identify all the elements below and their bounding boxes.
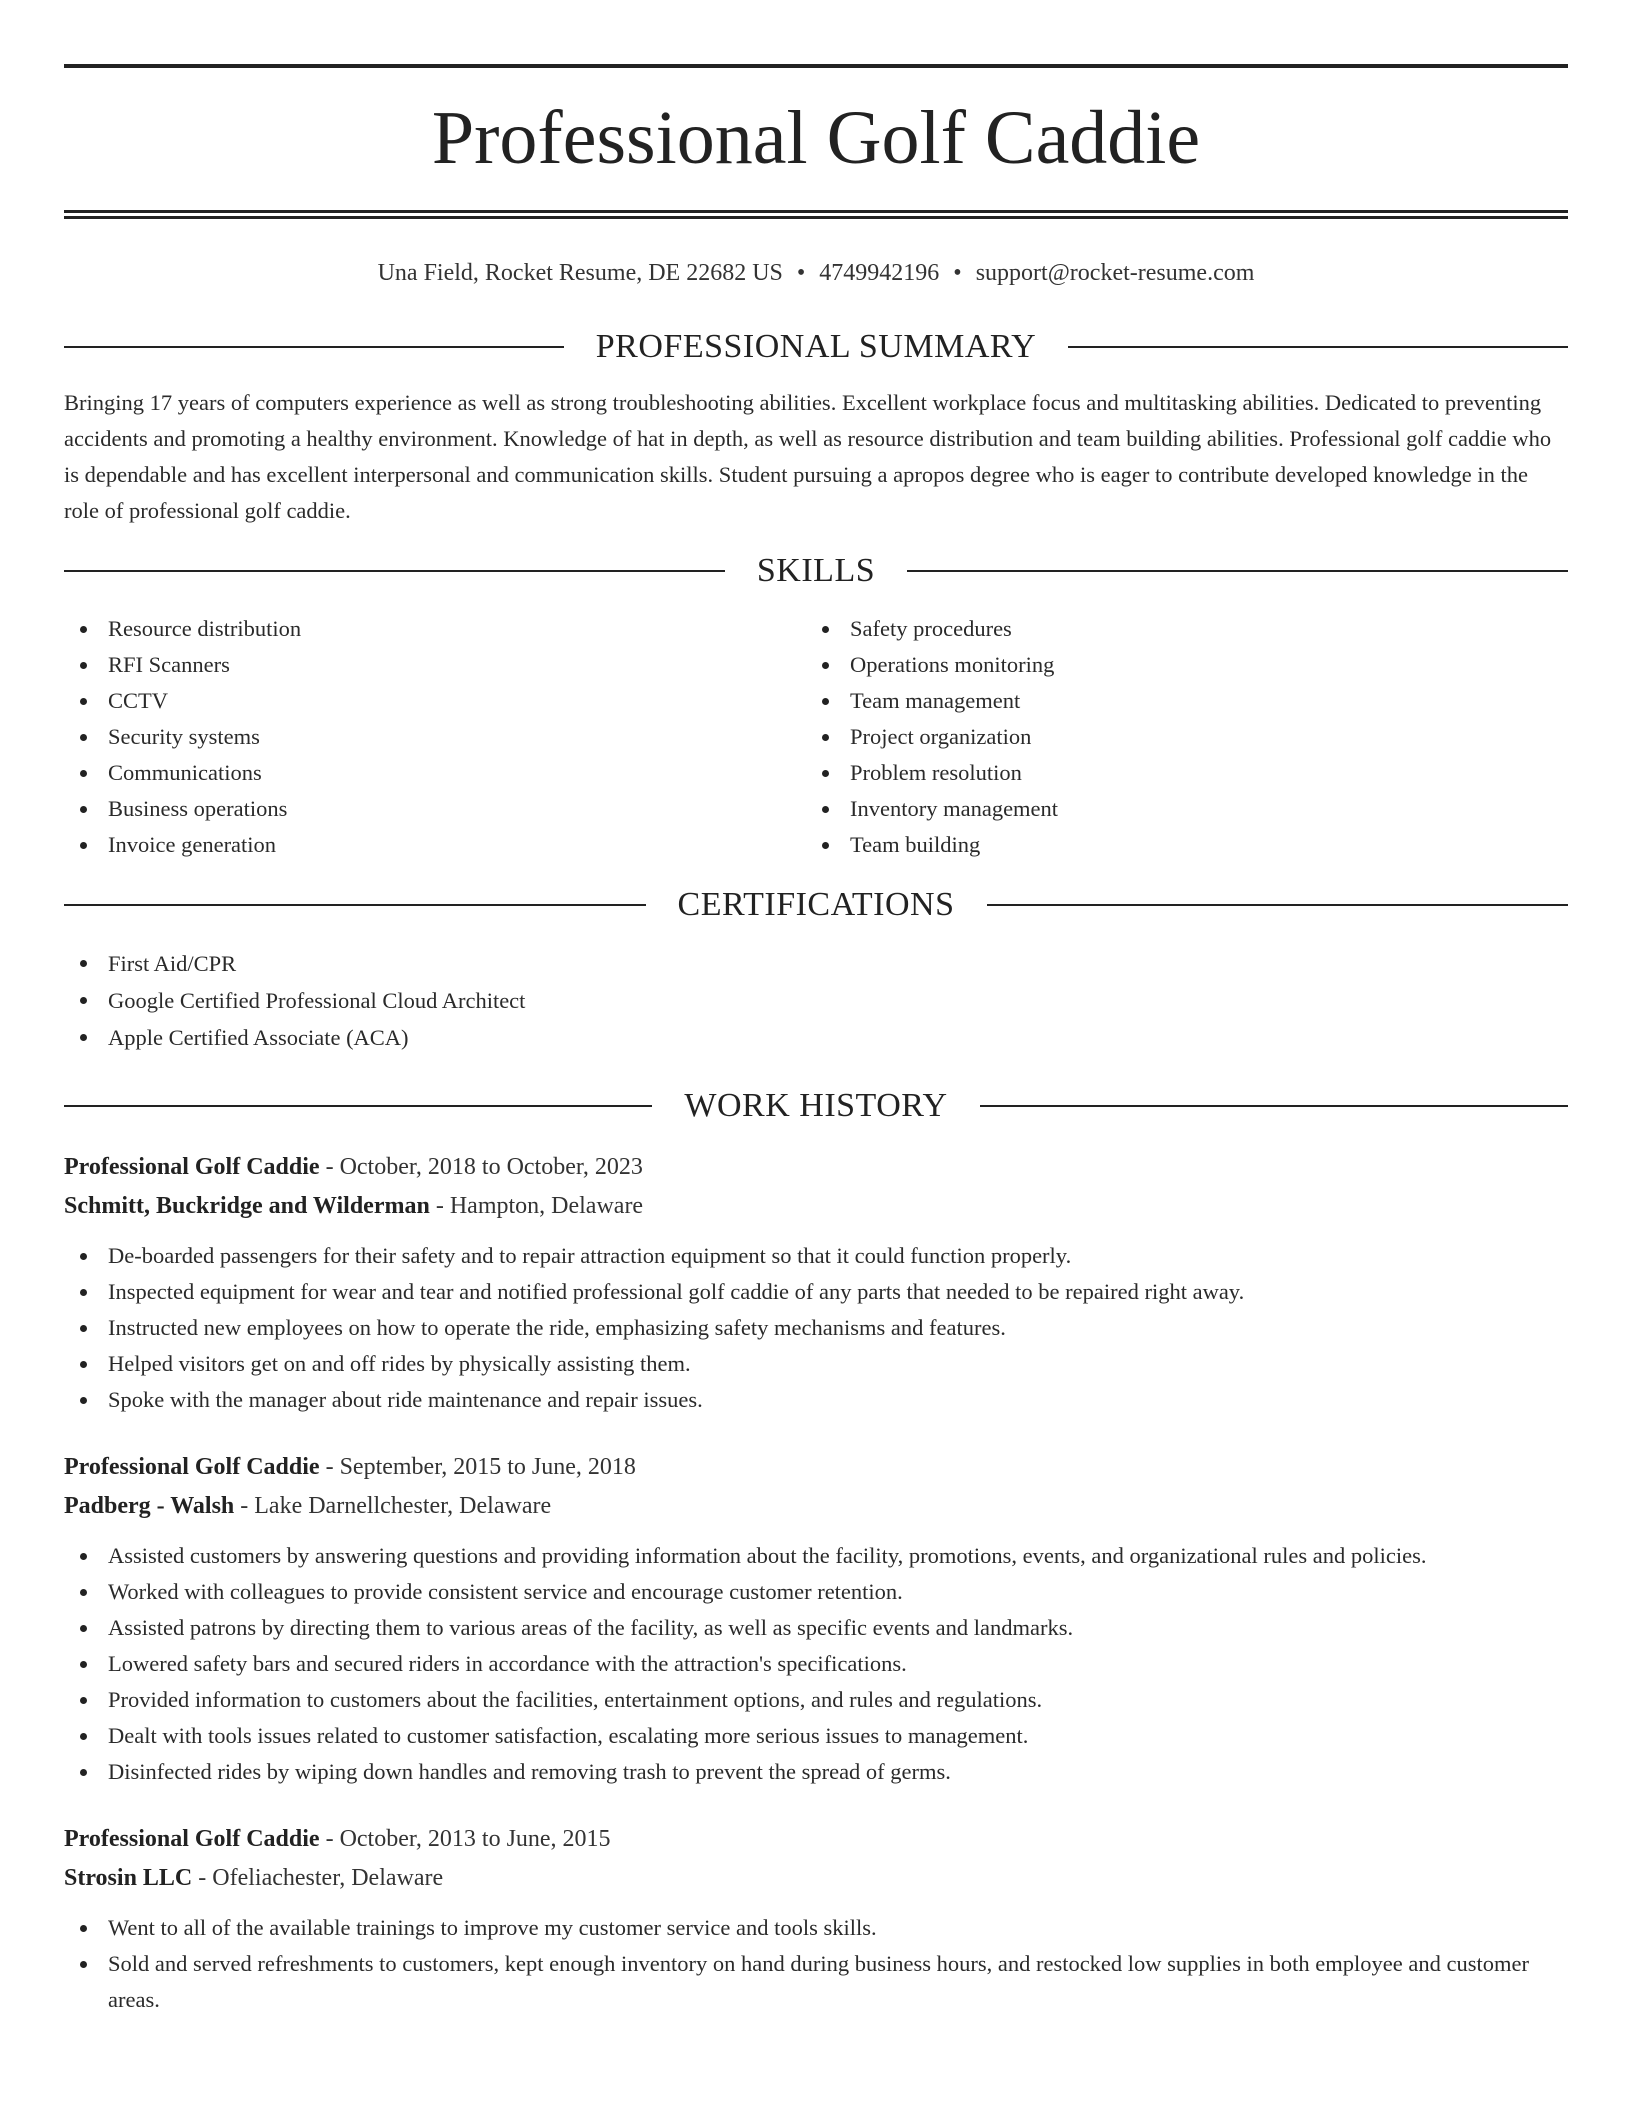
job-bullet: Lowered safety bars and secured riders in accordance with the attraction's specifications.	[64, 1646, 1568, 1682]
skill-item: Problem resolution	[806, 755, 1548, 791]
skill-item: CCTV	[64, 683, 806, 719]
section-header-work-history	[64, 1086, 1568, 1126]
job-bullet: Worked with colleagues to provide consistent service and encourage customer retention.	[64, 1574, 1568, 1610]
job-dash: -	[234, 1493, 255, 1519]
section-header-skills	[64, 551, 1568, 591]
job-title: Professional Golf Caddie	[64, 1154, 320, 1180]
job-bullets	[64, 1538, 1568, 1790]
skill-item: Inventory management	[806, 791, 1548, 827]
job-bullet: Helped visitors get on and off rides by physically assisting them.	[64, 1346, 1568, 1382]
job-title-line	[64, 1148, 1568, 1187]
skill-item: Project organization	[806, 719, 1548, 755]
job-company: Schmitt, Buckridge and Wilderman	[64, 1193, 430, 1219]
section-title-summary: PROFESSIONAL SUMMARY	[595, 328, 1037, 365]
skill-item: Safety procedures	[806, 611, 1548, 647]
job-bullet: Sold and served refreshments to customers, kept enough inventory on hand during business hours, and restocked low supplies in both employee and customer areas.	[64, 1946, 1568, 2018]
job-company-line	[64, 1187, 1568, 1226]
job-bullet: Inspected equipment for wear and tear and notified professional golf caddie of any parts that needed to be repaired right away.	[64, 1274, 1568, 1310]
section-rule-right	[980, 1105, 1568, 1107]
contact-phone: 4749942196	[819, 260, 940, 286]
job-title-line	[64, 1820, 1568, 1859]
job-bullet: Disinfected rides by wiping down handles and removing trash to prevent the spread of germs.	[64, 1754, 1568, 1790]
job-entry	[64, 1820, 1568, 2018]
job-dash: -	[429, 1193, 450, 1219]
contact-separator: •	[796, 260, 806, 286]
section-header-certifications	[64, 885, 1568, 925]
job-dash: -	[319, 1454, 340, 1480]
section-rule-right	[987, 904, 1569, 906]
job-company: Strosin LLC	[64, 1865, 193, 1891]
skills-list-right	[806, 611, 1548, 863]
job-location: Ofeliachester, Delaware	[212, 1865, 444, 1891]
contact-line	[64, 253, 1568, 293]
section-rule-left	[64, 1105, 652, 1107]
skills-columns	[64, 611, 1568, 863]
section-rule-left	[64, 904, 646, 906]
job-entry	[64, 1148, 1568, 1418]
job-dates: October, 2018 to October, 2023	[339, 1154, 643, 1180]
certification-item: Apple Certified Associate (ACA)	[64, 1019, 1568, 1056]
section-rule-right	[1068, 346, 1568, 348]
section-rule-right	[907, 570, 1568, 572]
job-company-line	[64, 1859, 1568, 1898]
header-top-rule	[64, 64, 1568, 68]
job-bullet: Dealt with tools issues related to customer satisfaction, escalating more serious issues to management.	[64, 1718, 1568, 1754]
job-title: Professional Golf Caddie	[64, 1826, 320, 1852]
section-title-work-history: WORK HISTORY	[684, 1087, 948, 1124]
skill-item: Security systems	[64, 719, 806, 755]
section-title-certifications: CERTIFICATIONS	[677, 886, 955, 923]
job-dash: -	[192, 1865, 213, 1891]
contact-separator: •	[953, 260, 962, 286]
job-bullet: Instructed new employees on how to operate the ride, emphasizing safety mechanisms and features.	[64, 1310, 1568, 1346]
job-dash: -	[319, 1826, 340, 1852]
job-entry	[64, 1448, 1568, 1790]
job-bullet: Assisted patrons by directing them to various areas of the facility, as well as specific events and landmarks.	[64, 1610, 1568, 1646]
skill-item: Team building	[806, 827, 1548, 863]
contact-address: Una Field, Rocket Resume, DE 22682 US	[377, 260, 783, 286]
job-bullets	[64, 1238, 1568, 1418]
skills-list-left	[64, 611, 806, 863]
job-title: Professional Golf Caddie	[64, 1454, 320, 1480]
section-rule-left	[64, 346, 564, 348]
contact-email: support@rocket-resume.com	[975, 260, 1255, 286]
job-title-line	[64, 1448, 1568, 1487]
resume-title: Professional Golf Caddie	[431, 96, 1201, 180]
certification-item: Google Certified Professional Cloud Architect	[64, 982, 1568, 1019]
job-dates: October, 2013 to June, 2015	[339, 1826, 611, 1852]
section-rule-left	[64, 570, 725, 572]
job-dash: -	[319, 1154, 340, 1180]
job-bullet: Went to all of the available trainings to improve my customer service and tools skills.	[64, 1910, 1568, 1946]
job-location: Lake Darnellchester, Delaware	[254, 1493, 552, 1519]
certifications-list	[64, 945, 1568, 1056]
job-bullet: Assisted customers by answering questions and providing information about the facility, promotions, events, and organizational rules and policies.	[64, 1538, 1568, 1574]
job-location: Hampton, Delaware	[449, 1193, 644, 1219]
job-bullet: Provided information to customers about the facilities, entertainment options, and rules and regulations.	[64, 1682, 1568, 1718]
job-company-line	[64, 1487, 1568, 1526]
header-double-rule	[64, 210, 1568, 219]
skill-item: Team management	[806, 683, 1548, 719]
job-bullets	[64, 1910, 1568, 2018]
skill-item: Invoice generation	[64, 827, 806, 863]
job-company: Padberg - Walsh	[64, 1493, 235, 1519]
section-title-skills: SKILLS	[756, 552, 876, 589]
skill-item: Business operations	[64, 791, 806, 827]
skill-item: Resource distribution	[64, 611, 806, 647]
job-bullet: De-boarded passengers for their safety and to repair attraction equipment so that it could function properly.	[64, 1238, 1568, 1274]
resume-page	[64, 64, 1568, 2018]
certification-item: First Aid/CPR	[64, 945, 1568, 982]
skill-item: Operations monitoring	[806, 647, 1548, 683]
job-dates: September, 2015 to June, 2018	[339, 1454, 636, 1480]
summary-text: Bringing 17 years of computers experience as well as strong troubleshooting abilities. Excellent workplace focus and multitasking abilities. Dedicated to preventing accidents and promoting a healthy environment. Knowledge of hat in depth, as well as resource distribution and team building abilities. Professional golf caddie who is dependable and has excellent interpersonal and communication skills. Student pursuing a apropos degree who is eager to contribute developed knowledge in the role of professional golf caddie.	[64, 390, 1552, 523]
job-bullet: Spoke with the manager about ride maintenance and repair issues.	[64, 1382, 1568, 1418]
skill-item: RFI Scanners	[64, 647, 806, 683]
skill-item: Communications	[64, 755, 806, 791]
section-header-summary	[64, 327, 1568, 367]
